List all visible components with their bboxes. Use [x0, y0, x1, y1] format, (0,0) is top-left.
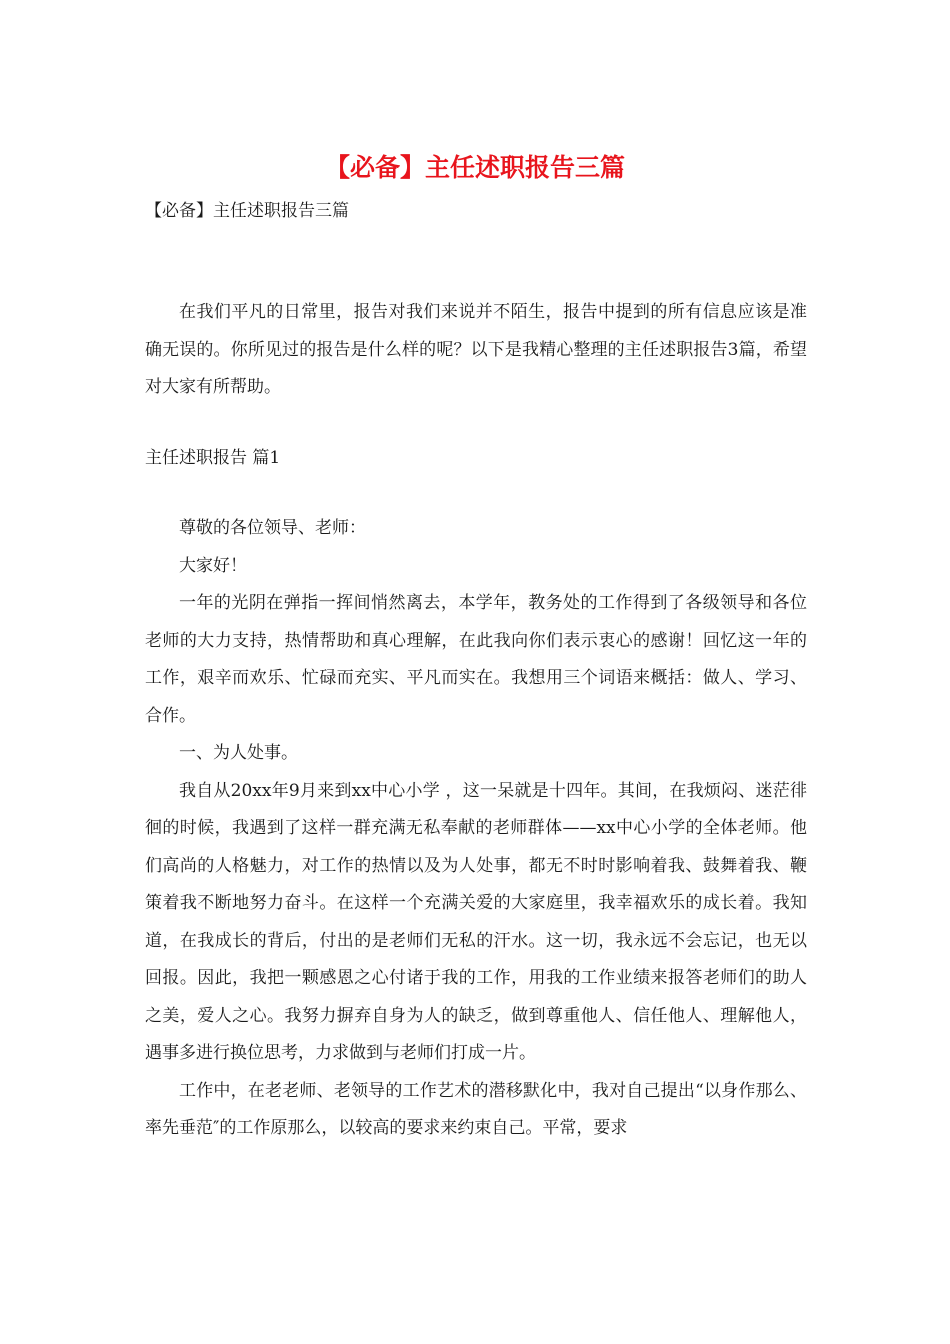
paragraph-greeting: 大家好！ — [179, 555, 247, 576]
paragraph-work-principles: 工作中，在老老师、老领导的工作艺术的潜移默化中，我对自己提出“以身作那么、率先垂范″的工作原那么，以较高的要求来约束自己。平常，要求 — [145, 1080, 807, 1138]
document-title: 【必备】主任述职报告三篇 — [324, 153, 625, 182]
paragraph-subheading: 一、为人处事。 — [179, 743, 298, 763]
section-body — [145, 510, 807, 1148]
document-subtitle: 【必备】主任述职报告三篇 — [145, 201, 349, 221]
intro-block — [145, 294, 807, 407]
intro-paragraph: 在我们平凡的日常里，报告对我们来说并不陌生，报告中提到的所有信息应该是准确无误的。你所见过的报告是什么样的呢？以下是我精心整理的主任述职报告3篇，希望对大家有所帮助。 — [145, 302, 807, 397]
paragraph-salutation: 尊敬的各位领导、老师： — [179, 518, 366, 538]
paragraph-overview: 一年的光阴在弹指一挥间悄然离去，本学年，教务处的工作得到了各级领导和各位老师的大力支持，热情帮助和真心理解，在此我向你们表示衷心的感谢！回忆这一年的工作，艰辛而欢乐、忙碌而充实、平凡而实在。我想用三个词语来概括：做人、学习、合作。 — [145, 593, 807, 726]
paragraph-experience: 我自从20xx年9月来到xx中心小学 ，这一呆就是十四年。其间，在我烦闷、迷茫徘徊的时候，我遇到了这样一群充满无私奉献的老师群体——xx中心小学的全体老师。他们高尚的人格魅力，对工作的热情以及为人处事，都无不时时影响着我、鼓舞着我、鞭策着我不断地努力奋斗。在这样一个充满关爱的大家庭里，我幸福欢乐的成长着。我知道，在我成长的背后，付出的是老师们无私的汗水。这一切，我永远不会忘记，也无以回报。因此，我把一颗感恩之心付诸于我的工作，用我的工作业绩来报答老师们的助人之美，爱人之心。我努力摒弃自身为人的缺乏，做到尊重他人、信任他人、理解他人，遇事多进行换位思考，力求做到与老师们打成一片。 — [145, 780, 807, 1063]
section-heading: 主任述职报告 篇1 — [145, 448, 281, 468]
